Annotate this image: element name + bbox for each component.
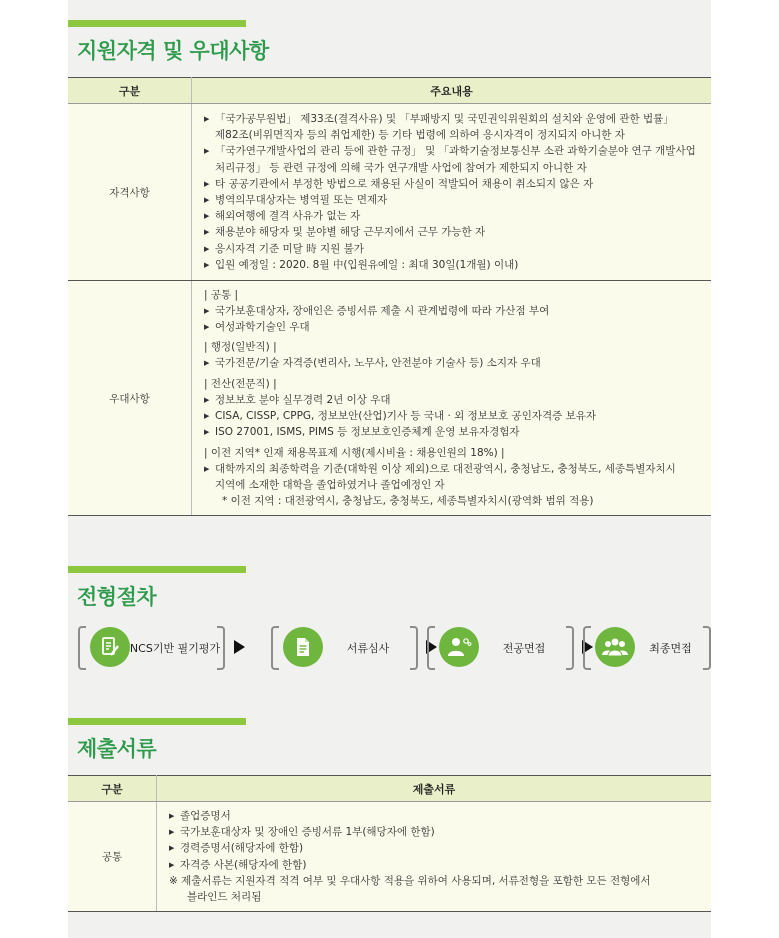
list-item: ▶ 대학까지의 최종학력을 기준(대학원 이상 제외)으로 대전광역시, 충청남도, 충청북도, 세종특별자치시 (204, 461, 710, 477)
header-category: 구분 (68, 776, 157, 802)
process-step-written-test (78, 626, 225, 668)
list-item: ▶ 국가전문/기술 자격증(변리사, 노무사, 안전분야 기술사 등) 소지자 우대 (204, 355, 710, 371)
group-heading: | 공통 | (204, 288, 239, 301)
selection-process (78, 626, 711, 670)
documents-list (158, 805, 710, 908)
arrow-icon (234, 640, 245, 654)
bracket-right (217, 626, 225, 670)
bracket-right (703, 626, 711, 670)
section-heading: 지원자격 및 우대사항 (77, 39, 269, 63)
process-step-document-review (271, 626, 418, 668)
list-item: ▶ 해외여행에 결격 사유가 없는 자 (204, 208, 710, 224)
group-heading: | 행정(일반직) | (204, 341, 277, 354)
bracket-right (566, 626, 574, 670)
header-content: 주요내용 (192, 78, 712, 104)
group-heading: | 이전 지역* 인재 채용목표제 시행(제시비율 : 채용인원의 18%) | (204, 446, 505, 459)
section-title-process (68, 566, 711, 611)
list-item: ▶ 채용분야 해당자 및 분야별 해당 근무지에서 근무 가능한 자 (204, 224, 710, 240)
note-text-continued: 블라인드 처리됨 (187, 890, 262, 903)
table-row-qualification (68, 104, 711, 281)
table-row-common (68, 802, 711, 912)
list-item: ▶ CISA, CISSP, CPPG, 정보보안(산업)기사 등 국내 · 외 정보보호 공인자격증 보유자 (204, 408, 710, 424)
qualification-list (193, 108, 710, 276)
list-item: ▶ 자격증 사본(해당자에 한함) (169, 857, 710, 873)
interview-person-icon (439, 627, 479, 667)
note-text: ※ 제출서류는 지원자격 적격 여부 및 우대사항 적용을 위하여 사용되며, 서류전형을 포함한 모든 전형에서 (169, 874, 651, 887)
step-label: NCS기반 필기평가 (129, 642, 221, 655)
section-title-qualification (68, 20, 711, 65)
document-icon (283, 627, 323, 667)
bracket-left (583, 626, 591, 670)
table-header-row (68, 78, 711, 104)
process-step-major-interview-box (427, 626, 574, 668)
documents-table (68, 775, 711, 912)
header-content: 제출서류 (157, 776, 712, 802)
list-item: ▶ 입원 예정일 : 2020. 8월 中(입원유예일 : 최대 30일(1개월) 이내) (204, 257, 710, 273)
table-header-row (68, 776, 711, 802)
category-cell: 공통 (68, 802, 157, 912)
header-category: 구분 (68, 78, 192, 104)
section-heading: 전형절차 (77, 585, 157, 609)
list-item: ▶ 「국가공무원법」 제33조(결격사유) 및 「부패방지 및 국민권익위원회의 설치와 운영에 관한 법률」 (204, 111, 710, 127)
bracket-left (271, 626, 279, 670)
list-item: ▶ 국가보훈대상자, 장애인은 증빙서류 제출 시 관계법령에 따라 가산점 부여 (204, 303, 710, 319)
list-item: ▶ 타 공공기관에서 부정한 방법으로 채용된 사실이 적발되어 채용이 취소되지 않은 자 (204, 176, 710, 192)
content-cell (192, 281, 712, 516)
category-cell: 자격사항 (68, 104, 192, 281)
list-item: ▶ 국가보훈대상자 및 장애인 증빙서류 1부(해당자에 한함) (169, 824, 710, 840)
list-item: ▶ 정보보호 분야 실무경력 2년 이상 우대 (204, 392, 710, 408)
list-item: ▶ 응시자격 기준 미달 時 지원 불가 (204, 241, 710, 257)
preference-list (193, 284, 710, 513)
bracket-left (78, 626, 86, 670)
group-people-icon (595, 627, 635, 667)
page (68, 0, 711, 938)
list-item: ▶ 졸업증명서 (169, 808, 710, 824)
qualification-table (68, 77, 711, 516)
group-heading: | 전산(전문직) | (204, 377, 277, 390)
content-cell (192, 104, 712, 281)
list-item: ▶ ISO 27001, ISMS, PIMS 등 정보보호인증체계 운영 보유자경험자 (204, 424, 710, 440)
section-title-documents (68, 718, 711, 763)
list-item-continued: 제82조(비위면직자 등의 취업제한) 등 기타 법령에 의하여 응시자격이 정지되지 아니한 자 (215, 129, 625, 142)
title-accent-bar (68, 718, 246, 725)
list-item-continued: 처리규정」 등 관련 규정에 의해 국가 연구개발 사업에 참여가 제한되지 아니한 자 (215, 161, 587, 174)
bracket-left (427, 626, 435, 670)
bracket-right (410, 626, 418, 670)
content-cell (157, 802, 712, 912)
list-item-continued: 지역에 소재한 대학을 졸업하였거나 졸업예정인 자 (215, 478, 445, 491)
title-accent-bar (68, 566, 246, 573)
exam-pencil-icon (90, 627, 130, 667)
step-label: 전공면접 (502, 642, 546, 655)
category-cell: 우대사항 (68, 281, 192, 516)
footnote: * 이전 지역 : 대전광역시, 충청남도, 충청북도, 세종특별자치시(광역화 범위 적용) (222, 495, 594, 508)
section-heading: 제출서류 (77, 737, 157, 761)
list-item: ▶ 병역의무대상자는 병역필 또는 면제자 (204, 192, 710, 208)
list-item: ▶ 여성과학기술인 우대 (204, 319, 710, 335)
table-row-preference (68, 281, 711, 516)
list-item: ▶ 「국가연구개발사업의 관리 등에 관한 규정」 및 「과학기술정보통신부 소관 과학기술분야 연구 개발사업 (204, 143, 710, 159)
title-accent-bar (68, 20, 246, 27)
list-item: ▶ 경력증명서(해당자에 한함) (169, 840, 710, 856)
step-label: 서류심사 (346, 642, 390, 655)
step-label: 최종면접 (649, 642, 692, 655)
process-step-final-interview (583, 626, 711, 668)
